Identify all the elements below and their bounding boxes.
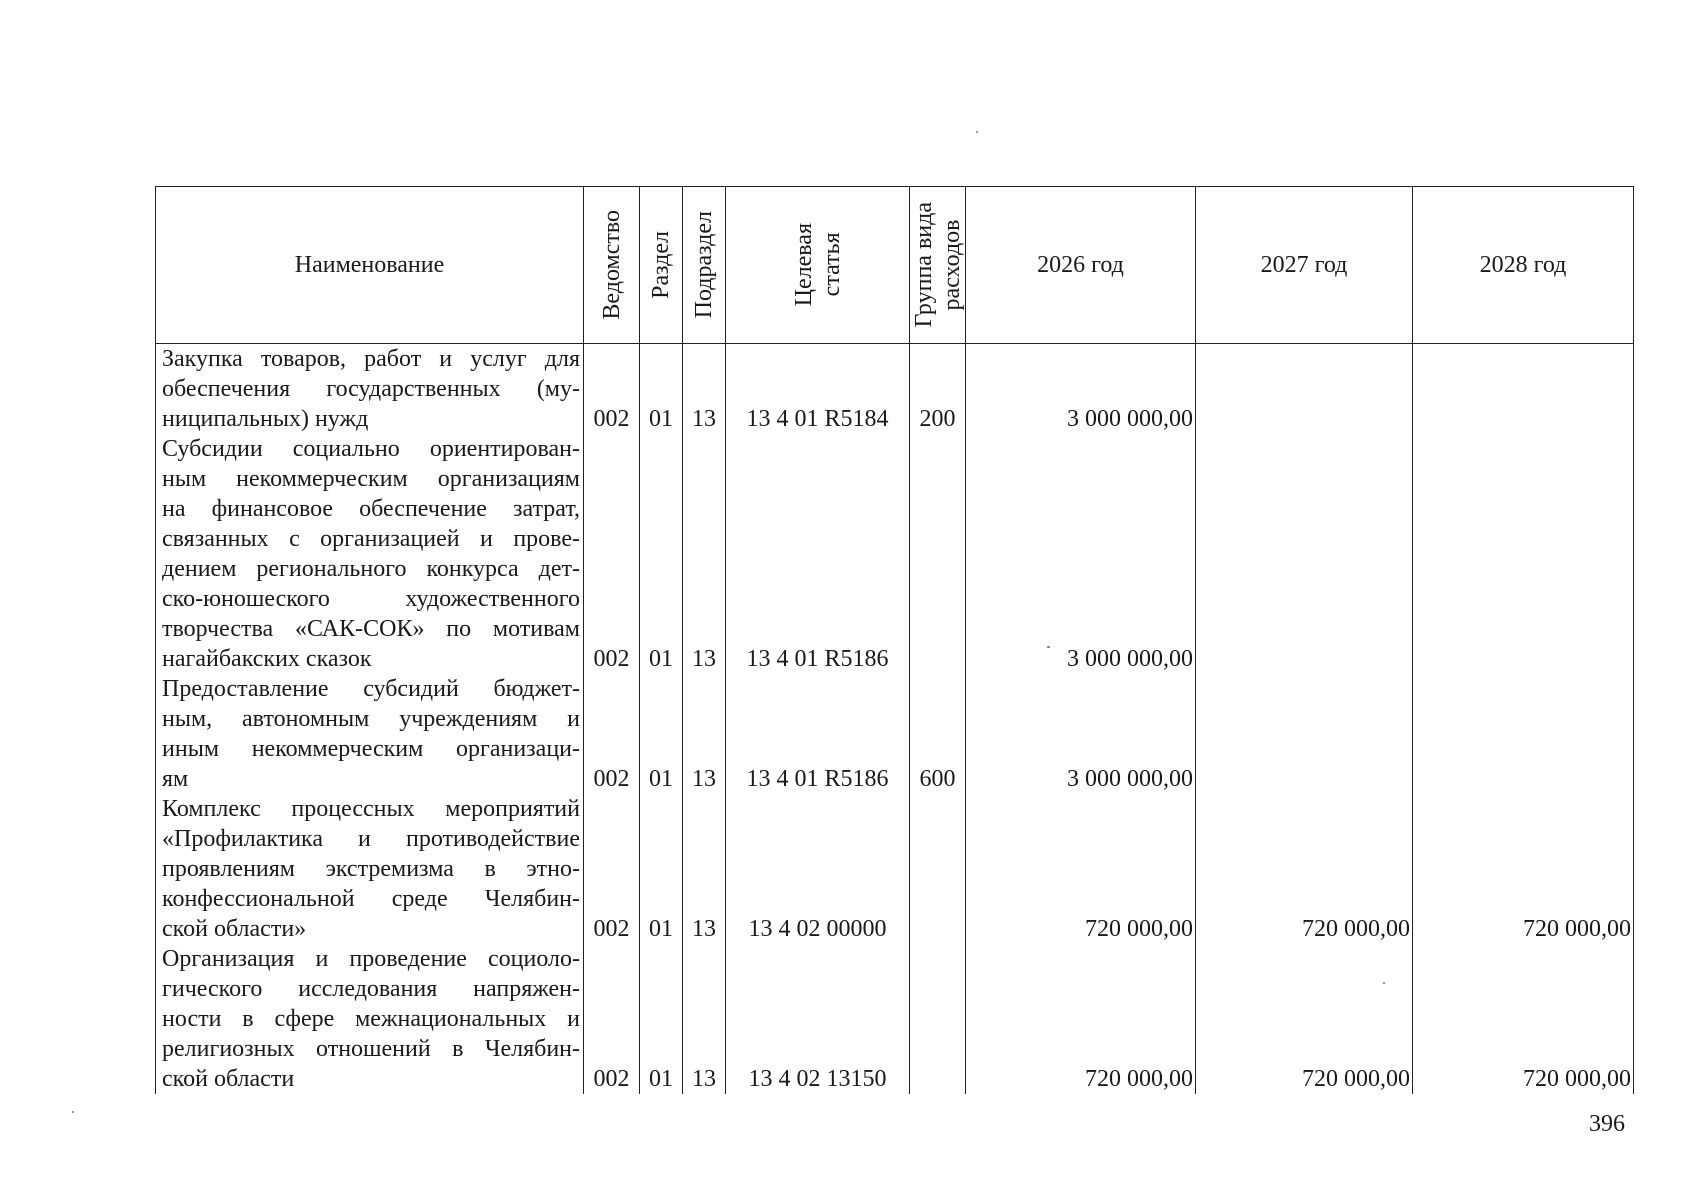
row-year-2028 (1413, 344, 1634, 435)
header-section (640, 187, 683, 344)
row-target-article: 13 4 01 R5184 (726, 344, 910, 435)
row-name-line: ным, автономным учреждениям и (162, 706, 580, 732)
header-year-2028-label: 2028 год (1479, 252, 1567, 278)
row-name-line: творчества «САК-СОК» по мотивам (162, 616, 580, 642)
header-department-label: Ведомство (598, 210, 625, 320)
row-target-article: 13 4 01 R5186 (726, 434, 910, 674)
header-name (156, 187, 584, 344)
row-year-2027 (1196, 674, 1413, 794)
header-year-2028 (1413, 187, 1634, 344)
row-name-line: гического исследования напряжен- (162, 976, 580, 1002)
row-name-line: «Профилактика и противодействие (162, 826, 580, 852)
row-section: 01 (640, 794, 683, 944)
header-year-2026-label: 2026 год (1037, 252, 1124, 278)
row-name-line: ско-юношеского художественного (162, 586, 580, 612)
row-name-line: ям (162, 766, 189, 792)
row-name-line: нагайбакских сказок (162, 646, 372, 672)
row-name-cell (156, 674, 584, 794)
row-year-2026: 720 000,00 (966, 794, 1196, 944)
row-name-line: ской области (162, 1066, 295, 1092)
row-year-2026: 3 000 000,00 (966, 434, 1196, 674)
row-name-line: религиозных отношений в Челябин- (162, 1036, 580, 1062)
header-year-2026 (966, 187, 1196, 344)
row-subsection: 13 (683, 674, 726, 794)
page-number: 396 (1589, 1111, 1625, 1137)
header-target-article (726, 187, 910, 344)
header-year-2027 (1196, 187, 1413, 344)
header-expense-group-line2: расходов (938, 219, 965, 311)
row-expense-group: 200 (910, 344, 966, 435)
row-target-article: 13 4 02 00000 (726, 794, 910, 944)
row-section: 01 (640, 344, 683, 435)
row-department: 002 (584, 794, 640, 944)
row-year-2026: 3 000 000,00 (966, 674, 1196, 794)
row-name-line: ниципальных) нужд (162, 406, 369, 432)
header-year-2027-label: 2027 год (1260, 252, 1348, 278)
row-name-line: Закупка товаров, работ и услуг для (162, 346, 580, 372)
row-department: 002 (584, 344, 640, 435)
row-name-cell (156, 794, 584, 944)
row-expense-group (910, 434, 966, 674)
header-section-label: Раздел (648, 231, 674, 299)
row-subsection: 13 (683, 434, 726, 674)
row-year-2028 (1413, 674, 1634, 794)
header-target-article-label (790, 223, 846, 306)
scan-speck (1047, 646, 1050, 648)
row-name-line: Субсидии социально ориентирован- (162, 436, 580, 462)
table-header-row (156, 187, 1634, 344)
row-name-line: на финансовое обеспечение затрат, (162, 496, 580, 522)
table-row (156, 794, 1634, 944)
scan-speck (72, 1111, 74, 1113)
row-name-line: Организация и проведение социоло- (162, 946, 580, 972)
row-name-line: конфессиональной среде Челябин- (162, 886, 580, 912)
row-subsection: 13 (683, 944, 726, 1094)
row-name-line: проявлениям экстремизма в этно- (162, 856, 580, 882)
scan-speck (976, 131, 978, 133)
row-expense-group (910, 794, 966, 944)
row-year-2028: 720 000,00 (1413, 794, 1634, 944)
table-row (156, 674, 1634, 794)
header-target-article-line2: статья (818, 233, 845, 297)
table-row (156, 434, 1634, 674)
row-name-line: ным некоммерческим организациям (162, 466, 580, 492)
header-subsection (683, 187, 726, 344)
row-year-2027 (1196, 434, 1413, 674)
row-section: 01 (640, 434, 683, 674)
row-section: 01 (640, 944, 683, 1094)
row-subsection: 13 (683, 794, 726, 944)
header-expense-group-line1: Группа вида (910, 202, 937, 328)
header-name-label: Наименование (294, 252, 445, 278)
row-section: 01 (640, 674, 683, 794)
table-row (156, 344, 1634, 435)
header-subsection-label: Подраздел (691, 211, 717, 319)
row-expense-group (910, 944, 966, 1094)
row-target-article: 13 4 02 13150 (726, 944, 910, 1094)
row-name-line: ской области» (162, 916, 307, 942)
row-name-line: дением регионального конкурса дет- (162, 556, 580, 582)
row-name-line: Комплекс процессных мероприятий (162, 796, 580, 822)
row-name-cell (156, 434, 584, 674)
row-year-2027: 720 000,00 (1196, 944, 1413, 1094)
row-name-line: иным некоммерческим организаци- (162, 736, 580, 762)
row-name-line: связанных с организацией и прове- (162, 526, 580, 552)
row-name-line: Предоставление субсидий бюджет- (162, 676, 580, 702)
row-name-line: обеспечения государственных (му- (162, 376, 580, 402)
table-body (156, 344, 1634, 1095)
row-target-article: 13 4 01 R5186 (726, 674, 910, 794)
table-row (156, 944, 1634, 1094)
header-target-article-line1: Целевая (790, 223, 817, 307)
row-department: 002 (584, 674, 640, 794)
row-year-2027: 720 000,00 (1196, 794, 1413, 944)
scan-speck (1383, 982, 1385, 984)
row-year-2026: 720 000,00 (966, 944, 1196, 1094)
row-year-2026: 3 000 000,00 (966, 344, 1196, 435)
row-name-cell (156, 344, 584, 435)
row-year-2027 (1196, 344, 1413, 435)
header-expense-group-label (910, 202, 966, 327)
header-department (584, 187, 640, 344)
header-expense-group (910, 187, 966, 344)
row-department: 002 (584, 944, 640, 1094)
row-department: 002 (584, 434, 640, 674)
row-year-2028 (1413, 434, 1634, 674)
row-year-2028: 720 000,00 (1413, 944, 1634, 1094)
row-name-cell (156, 944, 584, 1094)
row-name-line: ности в сфере межнациональных и (162, 1006, 580, 1032)
budget-table (155, 186, 1634, 1094)
row-subsection: 13 (683, 344, 726, 435)
row-expense-group: 600 (910, 674, 966, 794)
